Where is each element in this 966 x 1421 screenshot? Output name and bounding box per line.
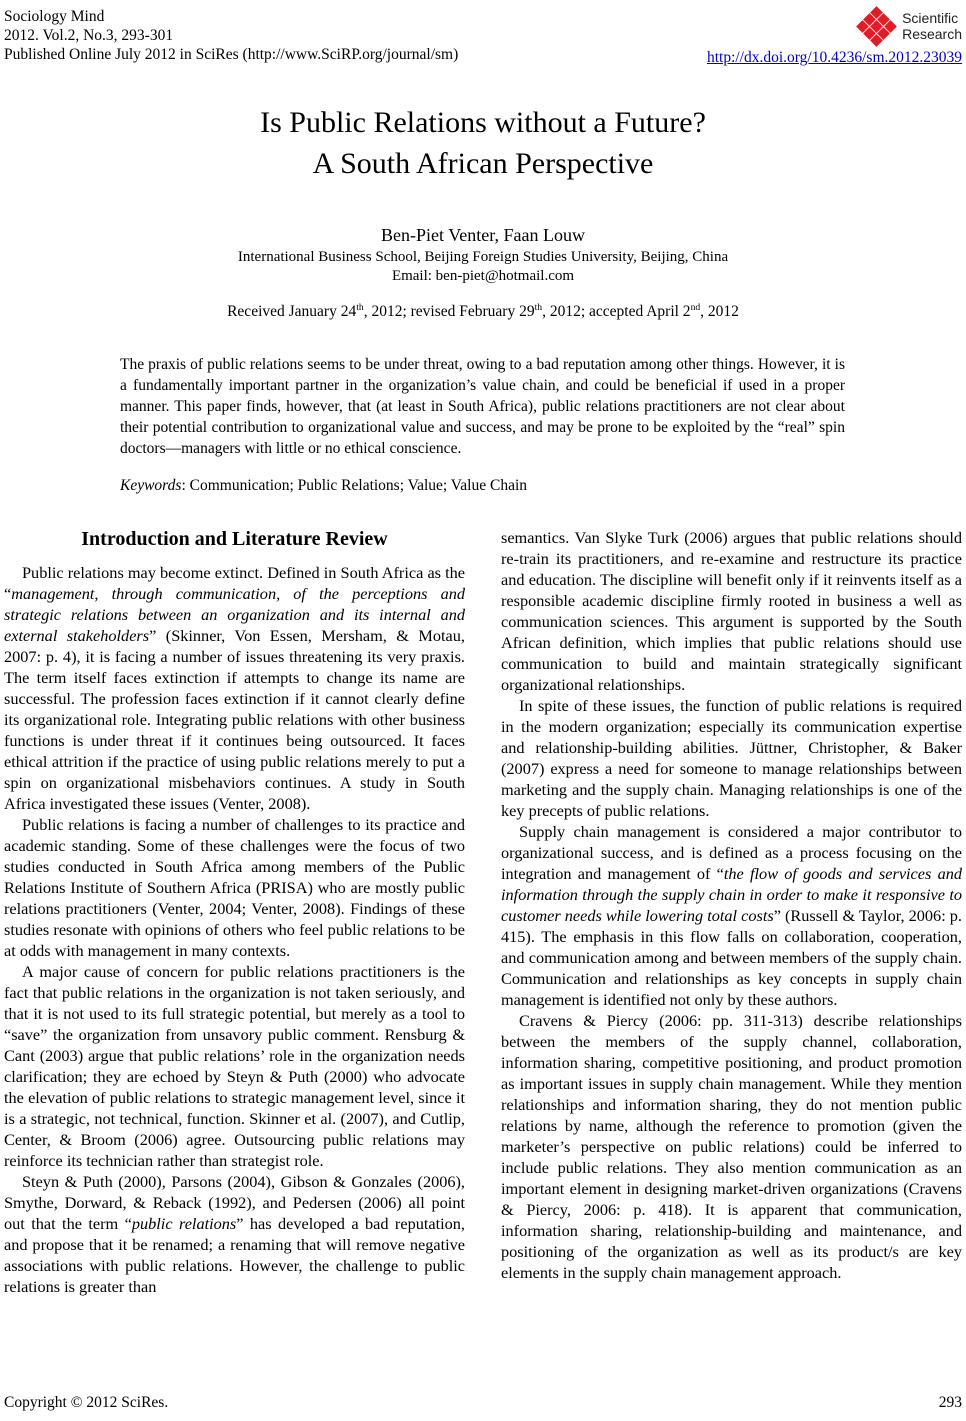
copyright-notice: Copyright © 2012 SciRes. [4,1394,169,1411]
paragraph: Steyn & Puth (2000), Parsons (2004), Gibson & Gonzales (2006), Smythe, Dorward, & Reback (1992), and Pedersen (2006) all point out that the term “public relations” has developed a bad reputation, and propose that it be renamed; a renaming that will remove negative associations with public relations. However, the challenge to public relations is greater than [4,1172,466,1296]
page-footer [4,1394,962,1412]
section-heading: Introduction and Literature Review [81,528,388,550]
publisher-block [707,7,962,67]
authors: Ben-Piet Venter, Faan Louw [381,225,585,245]
paragraph: In spite of these issues, the function of public relations is required in the modern organization; especially its communication expertise and relationship-building abilities. Jüttner, Christopher, & Baker (2007) express a need for someone to manage relationships between marketing and the supply chain. Managing relationships is one of the key precepts of public relations. [501,696,962,820]
abstract-text: The praxis of public relations seems to be under threat, owing to a bad reputation among other things. However, it is a fundamentally important partner in the organization’s value chain, and could be beneficial if used in a proper manner. This paper finds, however, that (at least in South Africa), public relations practitioners are not clear about their potential contribution to organizational value and success, and may be prone to be exploited by the “real” spin doctors—managers with little or no ethical conscience. [120,356,845,457]
page-header [4,7,962,67]
doi-link[interactable]: http://dx.doi.org/10.4236/sm.2012.23039 [706,49,962,66]
received-dates: Received January 24th, 2012; revised February 29th, 2012; accepted April 2nd, 2012 [227,301,739,320]
affiliation: International Business School, Beijing Foreign Studies University, Beijing, China [237,249,729,265]
page-number: 293 [938,1394,962,1411]
publisher-name-line2: Research [902,25,962,42]
paragraph: Cravens & Piercy (2006: pp. 311-313) describe relationships between the members of the supply channel, collaboration, information sharing, competitive positioning, and product promotion as important issues in supply chain management. While they mention relationships and information sharing, they do not mention public relations by name, although the reference to promotion (given the marketer’s perspective on public relations) could be inferred to include public relations. They also mention communication as an important element in designing market-driven organizations (Cravens & Piercy, 2006: p. 418). It is apparent that communication, information sharing, relationship-building and maintenance, and positioning of the organization as well as its product/s are key elements in the supply chain management approach. [501,1011,962,1282]
published-info: Published Online July 2012 in SciRes (http://www.SciRP.org/journal/sm) [4,46,459,63]
paragraph: A major cause of concern for public relations practitioners is the fact that public relations in the organization is not taken seriously, and that it is not used to its full strategic potential, but merely as a tool to “save” the organization from unsavory public comment. Rensburg & Cant (2003) argue that public relations’ role in the organization needs clarification; they are echoed by Steyn & Puth (2000) who advocate the elevation of public relations to strategic management level, since it is a strategic, not technical, function. Skinner et al. (2007), and Cutlip, Center, & Broom (2006) agree. Outsourcing public relations may reinforce its technician rather than strategist role. [4,962,465,1170]
publisher-name-line1: Scientific [902,10,959,26]
paragraph: Public relations is facing a number of challenges to its practice and academic standing. Some of these challenges were the focus of two studies conducted in South Africa among members of the Public Relations Institute of Southern Africa (PRISA) who are mostly public relations practitioners (Venter, 2004; Venter, 2008). Findings of these studies resonate with opinions of others who feel public relations to be at odds with management in many contexts. [4,815,465,960]
paragraph: Public relations may become extinct. Defined in South Africa as the “management, through communication, of the perceptions and strategic relations between an organization and its internal and external stakeholders” (Skinner, Von Essen, Mersham, & Motau, 2007: p. 4), it is facing a number of issues threatening its very praxis. The term itself faces extinction if attempts to change its name are successful. The profession faces extinction if it cannot clearly define its organizational role. Integrating public relations with other business functions is under threat if it continues being outsourced. It faces ethical attrition if the practice of using public relations merely to put a spin on organizational misbehaviors continues. A study in South Africa investigated these issues (Venter, 2008). [4,563,465,813]
body-columns [4,527,962,1297]
left-column [4,527,465,1297]
issue-info: 2012. Vol.2, No.3, 293-301 [4,27,174,44]
paper-title-line2: A South African Perspective [312,147,654,180]
scientific-research-logo-icon [857,7,897,46]
paragraph: semantics. Van Slyke Turk (2006) argues that public relations should re-train its practitioners, and re-examine and restructure its practice and education. The discipline will benefit only if it reinvents itself as a responsible academic discipline firmly rooted in business a well as communication sciences. This argument is supported by the South African definition, which implies that public relations should use communication to build and maintain strategically significant organizational relationships. [501,528,962,694]
keywords-line: Keywords: Communication; Public Relations; Value; Value Chain [120,477,528,494]
right-column [501,527,962,1297]
scientific-research-logo [857,7,962,46]
paper-title-line1: Is Public Relations without a Future? [260,106,706,139]
journal-name: Sociology Mind [4,8,105,25]
paragraph: Supply chain management is considered a major contributor to organizational success, and is defined as a process focusing on the integration and management of “the flow of goods and services and information through the supply chain in order to make it responsive to customer needs while lowering total costs” (Russell & Taylor, 2006: p. 415). The emphasis in this flow falls on collaboration, cooperation, and communication among and between members of the supply chain. Communication and relationships as key concepts in supply chain management is identified not only by these authors. [501,822,963,1009]
email: Email: ben-piet@hotmail.com [391,268,575,284]
journal-info [4,7,458,64]
publisher-name [902,11,962,42]
